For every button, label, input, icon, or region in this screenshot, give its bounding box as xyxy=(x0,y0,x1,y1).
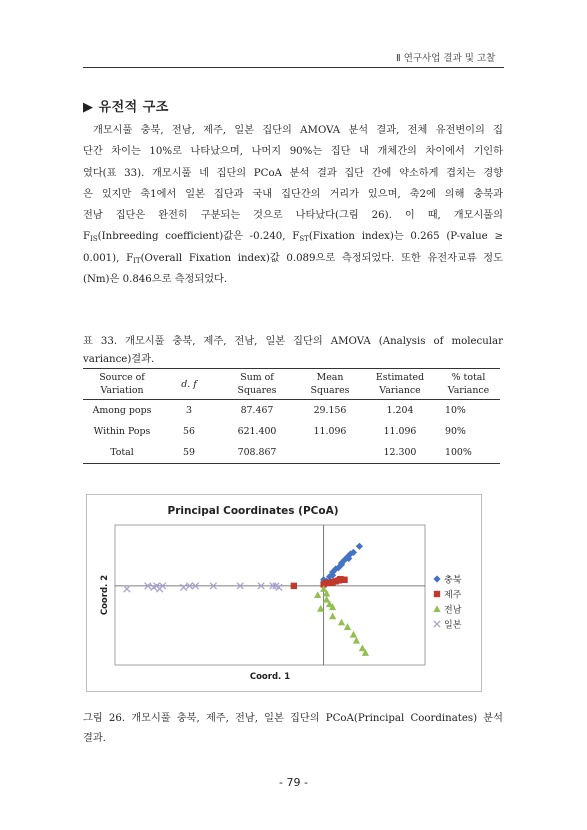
figure-caption-line: 결과. xyxy=(83,733,106,744)
fis-symbol: F xyxy=(83,231,91,243)
legend-label-0: 충북 xyxy=(444,575,462,586)
cell-ms xyxy=(297,442,363,464)
paragraph-line xyxy=(83,226,503,247)
fis-text: (Inbreeding coefficient)값은 -0.240, F xyxy=(97,231,300,243)
cell-source: Within Pops xyxy=(93,426,151,437)
cell-source: Total xyxy=(83,442,161,464)
data-point-series-3 xyxy=(124,586,130,592)
data-point-series-0 xyxy=(356,543,363,550)
paragraph-line: 단간 차이는 10%로 나타났으며, 나머지 90%는 집단 내 개체간의 차이에서 기인하 xyxy=(83,146,503,158)
cell-ev: 11.096 xyxy=(383,426,417,437)
cell-ms: 11.096 xyxy=(313,426,347,437)
paragraph-line: 은 있지만 축1에서 일본 집단과 국내 집단간의 거리가 있으며, 축2에 의해 충북과 xyxy=(83,188,503,200)
data-point-series-2 xyxy=(350,631,357,638)
data-point-series-2 xyxy=(344,623,351,630)
y-axis-label: Coord. 2 xyxy=(100,574,110,616)
cell-df: 56 xyxy=(183,426,195,437)
table-row xyxy=(83,400,500,422)
legend-label-1: 제주 xyxy=(444,590,462,601)
legend-marker-1 xyxy=(434,591,440,597)
header-percent-variance: % total Variance xyxy=(437,369,500,400)
running-header: Ⅱ 연구사업 결과 및 고찰 xyxy=(396,53,496,64)
cell-ms: 29.156 xyxy=(313,405,347,416)
fit-prefix: 0.001), F xyxy=(83,252,134,264)
table-row xyxy=(83,442,500,464)
page-number: - 79 - xyxy=(279,776,308,789)
table-caption xyxy=(83,333,503,369)
amova-table xyxy=(83,368,500,464)
cell-source: Among pops xyxy=(92,405,152,416)
cell-pct: 90% xyxy=(445,426,466,437)
cell-ss: 621.400 xyxy=(237,426,277,437)
legend-marker-0 xyxy=(433,575,440,582)
fit-text: (Overall Fixation index)값 0.089으로 측정되었다. 또한 유전자교류 정도 xyxy=(140,252,503,264)
header-rule xyxy=(83,67,504,68)
legend-label-3: 일본 xyxy=(444,620,462,631)
cell-ss: 87.467 xyxy=(240,405,274,416)
cell-pct: 100% xyxy=(437,442,500,464)
paragraph-line: (Nm)은 0.846으로 측정되었다. xyxy=(83,274,228,286)
chart-title: Principal Coordinates (PCoA) xyxy=(167,505,339,517)
x-axis-label: Coord. 1 xyxy=(249,672,291,682)
data-point-series-2 xyxy=(329,613,336,620)
header-mean-squares: Mean Squares xyxy=(297,369,363,400)
data-point-series-1 xyxy=(337,576,343,582)
paragraph-line: 전남 집단은 완전히 구분되는 것으로 나타났다(그림 26). 이 때, 개모시풀의 xyxy=(83,210,503,222)
fit-subscript: IT xyxy=(133,256,141,265)
cell-ss: 708.867 xyxy=(217,442,297,464)
points-layer xyxy=(124,543,369,656)
fst-text: (Fixation index)는 0.265 (P-value ≥ xyxy=(308,231,503,243)
header-estimated-variance: Estimated Variance xyxy=(363,369,437,400)
cell-df: 59 xyxy=(161,442,217,464)
data-point-series-2 xyxy=(317,605,324,612)
table-header-row xyxy=(83,369,500,400)
pcoa-chart-svg xyxy=(87,495,481,691)
paragraph-line xyxy=(83,248,503,269)
table-row xyxy=(83,421,500,442)
data-point-series-2 xyxy=(314,591,321,598)
fst-subscript: ST xyxy=(299,235,309,244)
table-caption-line: variance)결과. xyxy=(83,354,155,365)
pcoa-chart xyxy=(86,494,482,692)
cell-ev: 12.300 xyxy=(363,442,437,464)
data-point-series-2 xyxy=(338,619,345,626)
data-point-series-2 xyxy=(353,637,360,644)
paragraph-line: 개모시풀 충북, 전남, 제주, 일본 집단의 AMOVA 분석 결과, 전체 유전변이의 집 xyxy=(93,125,503,136)
cell-pct: 10% xyxy=(445,405,466,416)
body-paragraph xyxy=(83,120,503,290)
paragraph-line: 였다(표 33). 개모시풀 네 집단의 PCoA 분석 결과 집단 간에 약소하게 겹치는 경향 xyxy=(83,167,503,179)
figure-caption xyxy=(83,709,503,749)
cell-ev: 1.204 xyxy=(386,405,414,416)
legend-marker-3 xyxy=(434,621,440,627)
figure-caption-line: 그림 26. 개모시풀 충북, 제주, 전남, 일본 집단의 PCoA(Principal Coordinates) 분석 xyxy=(83,713,503,724)
plot-frame xyxy=(115,525,425,665)
data-point-series-1 xyxy=(291,583,297,589)
header-df: d. f xyxy=(161,369,217,400)
header-sum-of-squares: Sum of Squares xyxy=(217,369,297,400)
header-source: Source of Variation xyxy=(83,369,161,400)
legend-label-2: 전남 xyxy=(444,605,462,616)
fis-subscript: IS xyxy=(90,235,98,244)
data-point-series-1 xyxy=(329,579,335,585)
legend-marker-2 xyxy=(433,605,440,612)
cell-df: 3 xyxy=(186,405,192,416)
table-caption-line: 표 33. 개모시풀 충북, 제주, 전남, 일본 집단의 AMOVA (Analysis of molecular xyxy=(83,336,503,347)
section-title: ▶ 유전적 구조 xyxy=(83,100,169,115)
data-point-series-3 xyxy=(180,584,186,590)
chart-legend xyxy=(433,574,461,631)
